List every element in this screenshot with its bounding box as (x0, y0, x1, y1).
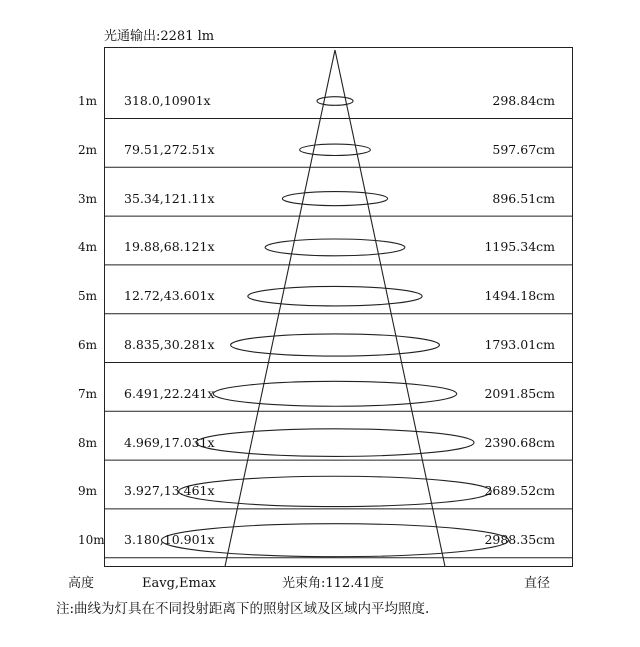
illumination-ellipse (231, 334, 440, 356)
height-label: 1m (78, 94, 98, 108)
illuminance-value: 19.88,68.121x (124, 239, 215, 255)
diameter-value: 1195.34cm (484, 239, 555, 255)
diameter-value: 896.51cm (492, 190, 555, 206)
diameter-value: 2988.35cm (484, 532, 555, 548)
height-label: 7m (78, 386, 98, 401)
height-column-label: 高度 (68, 576, 95, 591)
diameter-value: 1793.01cm (484, 337, 555, 352)
illumination-ellipse (179, 476, 492, 506)
illumination-ellipse (248, 286, 422, 306)
illumination-ellipse (213, 381, 456, 406)
height-label: 6m (78, 338, 98, 352)
light-cone (225, 50, 445, 566)
beam-angle-label: 光束角:112.41度 (282, 576, 384, 591)
footnote: 注:曲线为灯具在不同投射距离下的照射区域及区域内平均照度. (56, 601, 430, 617)
illuminance-value: 318.0,10901x (124, 93, 211, 108)
illumination-ellipse (196, 429, 474, 457)
height-label: 3m (78, 191, 98, 206)
diameter-column-label: 直径 (524, 576, 551, 591)
height-label: 5m (78, 289, 98, 304)
luminous-flux-label: 光通输出:2281 lm (104, 29, 215, 44)
illuminance-value: 79.51,272.51x (124, 141, 215, 157)
illuminance-value: 3.180,10.901x (124, 532, 215, 548)
illuminance-value: 3.927,13.461x (124, 483, 215, 499)
diameter-value: 2689.52cm (484, 483, 555, 499)
diameter-value: 597.67cm (492, 141, 555, 157)
illuminance-value: 8.835,30.281x (124, 337, 215, 352)
height-label: 10m (78, 533, 105, 548)
diameter-value: 2091.85cm (484, 385, 555, 401)
cone-left-edge (225, 50, 335, 566)
illuminance-value: 35.34,121.11x (124, 190, 215, 206)
illumination-ellipse (282, 192, 387, 206)
illuminance-value: 4.969,17.031x (124, 434, 215, 450)
illumination-ellipse (300, 144, 371, 155)
diameter-value: 1494.18cm (484, 288, 555, 304)
cone-right-edge (335, 50, 445, 566)
height-label: 9m (78, 484, 98, 499)
diameter-value: 298.84cm (492, 93, 555, 108)
height-label: 4m (78, 240, 98, 255)
illumination-ellipse (265, 239, 405, 256)
diameter-value: 2390.68cm (484, 434, 555, 450)
height-label: 2m (78, 142, 98, 157)
illuminance-value: 6.491,22.241x (124, 385, 215, 401)
height-label: 8m (78, 435, 98, 450)
illuminance-value: 12.72,43.601x (124, 288, 215, 304)
illuminance-column-label: Eavg,Emax (142, 576, 216, 591)
illumination-ellipse (317, 97, 353, 106)
